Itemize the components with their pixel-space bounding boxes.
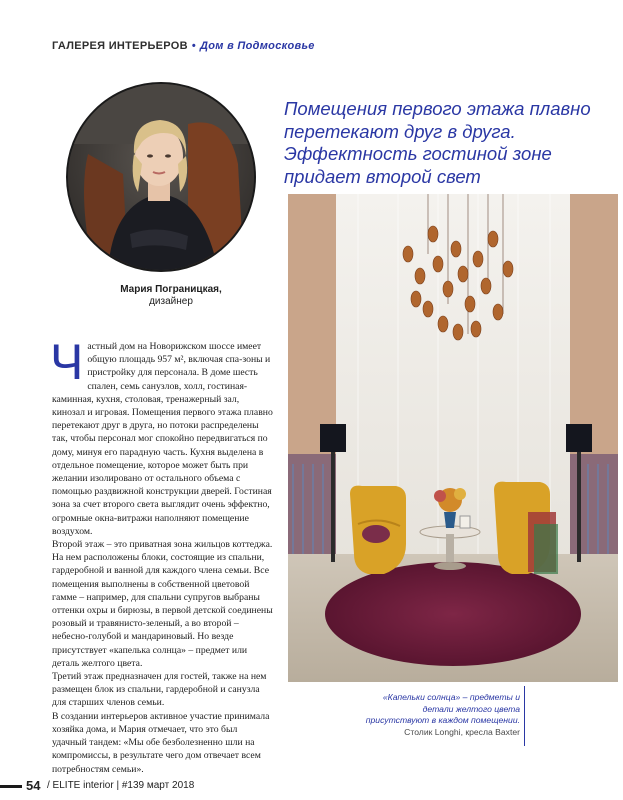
photo-caption-credits: Столик Longhi, кресла Baxter xyxy=(404,726,520,737)
section-header xyxy=(52,40,315,52)
section-title: ГАЛЕРЕЯ ИНТЕРЬЕРОВ xyxy=(52,40,188,52)
section-subtitle: Дом в Подмосковье xyxy=(200,40,315,52)
page-footer xyxy=(0,778,300,794)
magazine-info: / ELITE interior | #139 март 2018 xyxy=(47,780,195,791)
article-paragraph-4: В создании интерьеров активное участие принимала хозяйка дома, и Мария отмечает, что это был удачный тандем: «Мы обе безболезненно шли на компромиссы, в результате чего дом отвечает всем потребностям семьи». xyxy=(52,710,270,775)
drop-cap: Ч xyxy=(50,334,84,390)
photo-caption xyxy=(362,692,520,738)
pull-quote: Помещения первого этажа плавно перетекают друг в друга. Эффектность гостиной зоне придает второй свет xyxy=(284,98,591,187)
photo-caption-text: «Капельки солнца» – предметы и детали желтого цвета присутствуют в каждом помещении. xyxy=(365,692,520,726)
designer-portrait xyxy=(66,82,256,272)
interior-photo xyxy=(288,194,618,682)
article-paragraph-2: Второй этаж – это приватная зона жильцов коттеджа. На нем расположены блоки, состоящие из спальни, гардеробной и ванной для каждого члена семьи. Все помещения выполнены в собственной цветовой гамме – например, для спальни супругов выбраны оттенки охры и бирюзы, в первой детской соединены розовый и травянисто-зеленый, а во второй – небесно-голубой и мандариновый. Но везде присутствует «капелька солнца» – предмет или деталь желтого цвета. xyxy=(52,539,273,669)
footer-bar xyxy=(0,785,22,788)
portrait-illustration xyxy=(68,84,254,270)
designer-role: дизайнер xyxy=(149,296,193,307)
designer-name: Мария Пограницкая, xyxy=(120,284,222,295)
article-paragraph-1 xyxy=(50,334,274,538)
article-body xyxy=(50,334,274,776)
article-paragraph-3: Третий этаж предназначен для гостей, также на нем размещен блок из спальни, гардеробной и санузла для старших членов семьи. xyxy=(52,671,267,709)
page-number: 54 xyxy=(26,778,41,793)
living-room-illustration xyxy=(288,194,618,682)
caption-rule xyxy=(524,686,525,746)
header-separator: • xyxy=(191,40,197,52)
designer-caption xyxy=(96,284,246,308)
paragraph-1-text: астный дом на Новорижском шоссе имеет общую площадь 957 м², включая спа-зоны и пристройку для персонала. В доме шесть спален, семь санузлов, холл, гостиная-каминная, кухня, столовая, тренажерный зал, кинозал и игровая. Помещения первого этажа плавно перетекают друг в друга, но потоки распределены так, чтобы персонал мог спокойно передвигаться по дому, минуя его парадную часть. Кухня выделена в отдельное помещение, которое может быть при желании изолировано от остального объема с помощью раздвижной конструкции дверей. Гостиная зона за счет второго света выглядит очень эффектно, огромные окна-витражи наполняют помещение воздухом. xyxy=(52,341,273,537)
